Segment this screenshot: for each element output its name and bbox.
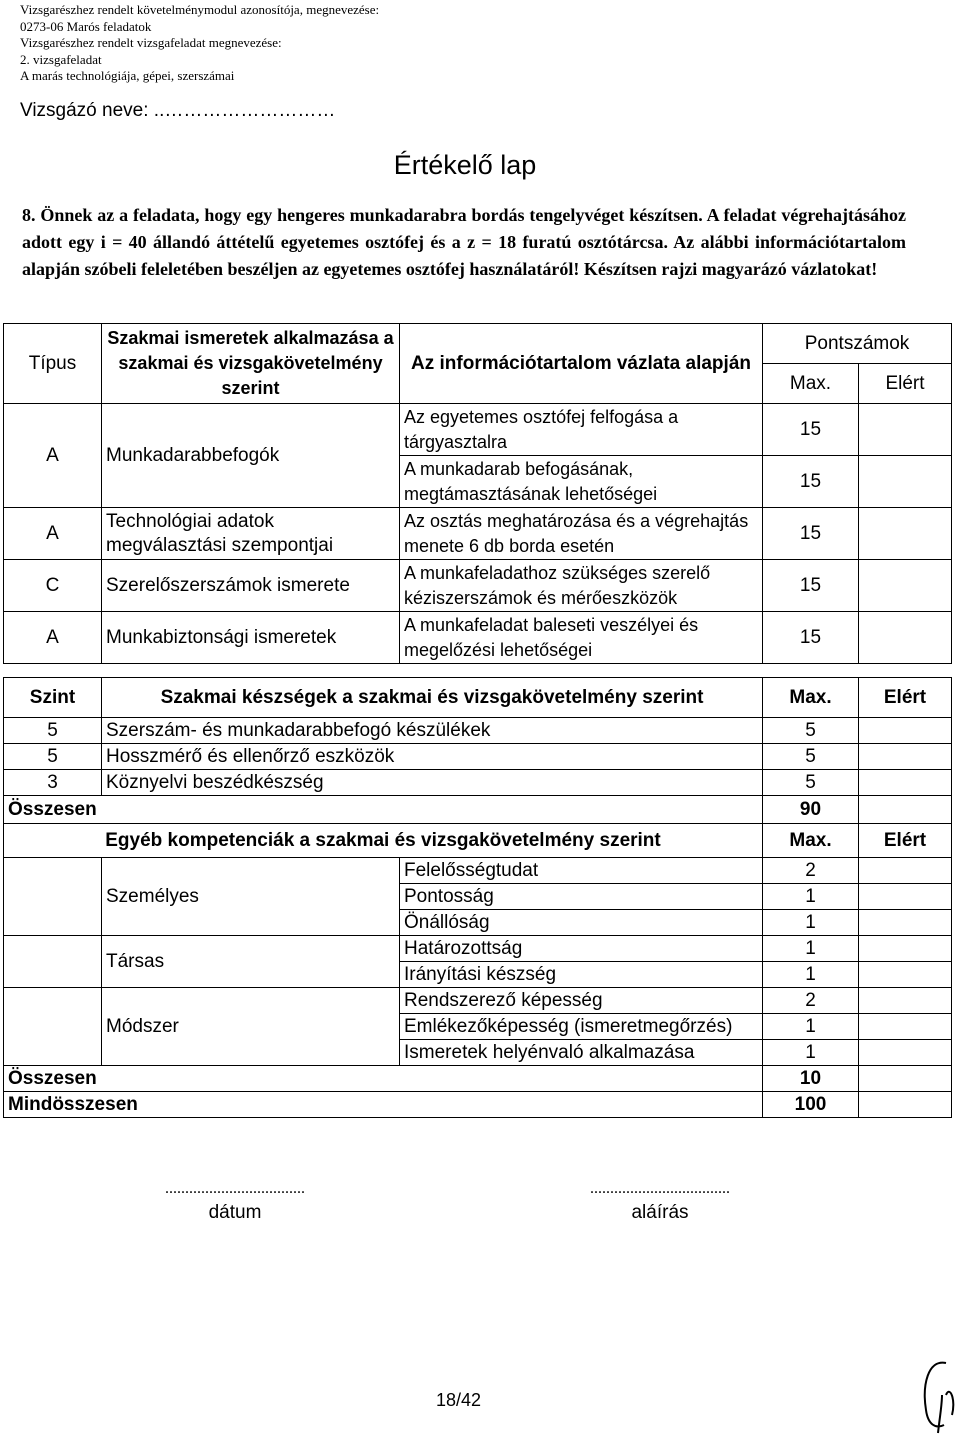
knowledge-outline: A munkadarab befogásának, megtámasztásának lehetőségei <box>400 456 763 508</box>
knowledge-outline: Az egyetemes osztófej felfogása a tárgyasztalra <box>400 404 763 456</box>
skill-label: Hosszmérő és ellenőrző eszközök <box>102 744 763 770</box>
header-points: Pontszámok <box>763 324 952 364</box>
knowledge-achieved[interactable] <box>859 404 952 456</box>
subtotal-achieved[interactable] <box>859 1066 952 1092</box>
header-max: Max. <box>763 364 859 404</box>
knowledge-max: 15 <box>763 560 859 612</box>
competency-group: Módszer <box>102 988 400 1066</box>
subtotal-achieved[interactable] <box>859 796 952 824</box>
knowledge-max: 15 <box>763 456 859 508</box>
header-max: Max. <box>763 824 859 858</box>
knowledge-achieved[interactable] <box>859 508 952 560</box>
document-header <box>20 2 379 85</box>
date-label: dátum <box>208 1202 262 1223</box>
knowledge-type: C <box>4 560 102 612</box>
evaluation-table <box>3 323 952 1118</box>
skill-achieved[interactable] <box>859 770 952 796</box>
knowledge-topic: Szerelőszerszámok ismerete <box>102 560 400 612</box>
subtotal-label: Összesen <box>4 1066 763 1092</box>
competency-achieved[interactable] <box>859 910 952 936</box>
header-max: Max. <box>763 678 859 718</box>
competency-label: Ismeretek helyénvaló alkalmazása <box>400 1040 763 1066</box>
knowledge-achieved[interactable] <box>859 612 952 664</box>
competency-achieved[interactable] <box>859 884 952 910</box>
subtotal-value: 10 <box>763 1066 859 1092</box>
skill-label: Köznyelvi beszédkészség <box>102 770 763 796</box>
competency-achieved[interactable] <box>859 1040 952 1066</box>
header-line: 2. vizsgafeladat <box>20 51 102 67</box>
knowledge-topic: Technológiai adatok megválasztási szempontjai <box>102 508 400 560</box>
knowledge-max: 15 <box>763 612 859 664</box>
competency-achieved[interactable] <box>859 936 952 962</box>
header-knowledge: Szakmai ismeretek alkalmazása a szakmai és vizsgakövetelmény szerint <box>102 324 400 404</box>
subtotal-label: Összesen <box>4 796 763 824</box>
knowledge-type: A <box>4 404 102 508</box>
header-line: 0273-06 Marós feladatok <box>20 18 152 34</box>
knowledge-type: A <box>4 508 102 560</box>
competency-achieved[interactable] <box>859 988 952 1014</box>
competency-label: Emlékezőképesség (ismeretmegőrzés) <box>400 1014 763 1040</box>
signature-line: ................................... <box>590 1180 730 1197</box>
date-line: ................................... <box>165 1180 305 1197</box>
competency-group: Személyes <box>102 858 400 936</box>
knowledge-outline: A munkafeladat baleseti veszélyei és megelőzési lehetőségei <box>400 612 763 664</box>
competency-achieved[interactable] <box>859 1014 952 1040</box>
skill-max: 5 <box>763 744 859 770</box>
competency-max: 1 <box>763 962 859 988</box>
skill-level: 5 <box>4 744 102 770</box>
competency-label: Felelősségtudat <box>400 858 763 884</box>
skill-max: 5 <box>763 718 859 744</box>
competency-label: Rendszerező képesség <box>400 988 763 1014</box>
header-skills: Szakmai készségek a szakmai és vizsgakövetelmény szerint <box>102 678 763 718</box>
page-title: Értékelő lap <box>393 150 537 180</box>
header-type: Típus <box>4 324 102 404</box>
knowledge-max: 15 <box>763 404 859 456</box>
handwritten-initial-icon <box>916 1355 960 1435</box>
grand-total-value: 100 <box>763 1092 859 1118</box>
page-number: 18/42 <box>436 1390 482 1410</box>
header-other-competencies: Egyéb kompetenciák a szakmai és vizsgakövetelmény szerint <box>4 824 763 858</box>
competency-max: 1 <box>763 910 859 936</box>
signature-block <box>520 1180 800 1224</box>
subtotal-value: 90 <box>763 796 859 824</box>
skill-achieved[interactable] <box>859 718 952 744</box>
knowledge-achieved[interactable] <box>859 456 952 508</box>
header-line: A marás technológiája, gépei, szerszámai <box>20 68 235 83</box>
skill-level: 3 <box>4 770 102 796</box>
task-description: 8. Önnek az a feladata, hogy egy hengeres munkadarabra bordás tengelyvéget készítsen. A feladat végrehajtásához adott egy i = 40 állandó áttételű egyetemes osztófej és a z = 18 furatú osztótárcsa. Az alábbi információtartalom alapján szóbeli feleletében beszéljen az egyetemes osztófej használatáról! Készítsen rajzi magyarázó vázlatokat! <box>22 205 906 279</box>
header-achieved: Elért <box>859 824 952 858</box>
competency-group: Társas <box>102 936 400 988</box>
examinee-name-field: Vizsgázó neve: ..……………………… <box>20 100 336 121</box>
knowledge-type: A <box>4 612 102 664</box>
header-achieved: Elért <box>859 678 952 718</box>
header-level: Szint <box>4 678 102 718</box>
competency-max: 2 <box>763 858 859 884</box>
competency-max: 2 <box>763 988 859 1014</box>
competency-max: 1 <box>763 884 859 910</box>
competency-label: Pontosság <box>400 884 763 910</box>
header-achieved: Elért <box>859 364 952 404</box>
competency-max: 1 <box>763 1014 859 1040</box>
competency-max: 1 <box>763 1040 859 1066</box>
knowledge-topic: Munkadarabbefogók <box>102 404 400 508</box>
grand-total-label: Mindösszesen <box>4 1092 763 1118</box>
competency-label: Önállóság <box>400 910 763 936</box>
competency-max: 1 <box>763 936 859 962</box>
header-line: Vizsgarészhez rendelt vizsgafeladat megnevezése: <box>20 35 282 50</box>
signature-label: aláírás <box>631 1202 689 1223</box>
competency-achieved[interactable] <box>859 858 952 884</box>
skill-max: 5 <box>763 770 859 796</box>
header-line: Vizsgarészhez rendelt követelménymodul azonosítója, megnevezése: <box>20 2 380 17</box>
knowledge-topic: Munkabiztonsági ismeretek <box>102 612 400 664</box>
knowledge-achieved[interactable] <box>859 560 952 612</box>
knowledge-max: 15 <box>763 508 859 560</box>
competency-label: Határozottság <box>400 936 763 962</box>
knowledge-outline: A munkafeladathoz szükséges szerelő kéziszerszámok és mérőeszközök <box>400 560 763 612</box>
competency-label: Irányítási készség <box>400 962 763 988</box>
skill-label: Szerszám- és munkadarabbefogó készülékek <box>102 718 763 744</box>
skill-achieved[interactable] <box>859 744 952 770</box>
header-outline: Az információtartalom vázlata alapján <box>400 324 763 404</box>
competency-achieved[interactable] <box>859 962 952 988</box>
date-block <box>95 1180 375 1224</box>
knowledge-outline: Az osztás meghatározása és a végrehajtás menete 6 db borda esetén <box>400 508 763 560</box>
skill-level: 5 <box>4 718 102 744</box>
grand-total-achieved[interactable] <box>859 1092 952 1118</box>
